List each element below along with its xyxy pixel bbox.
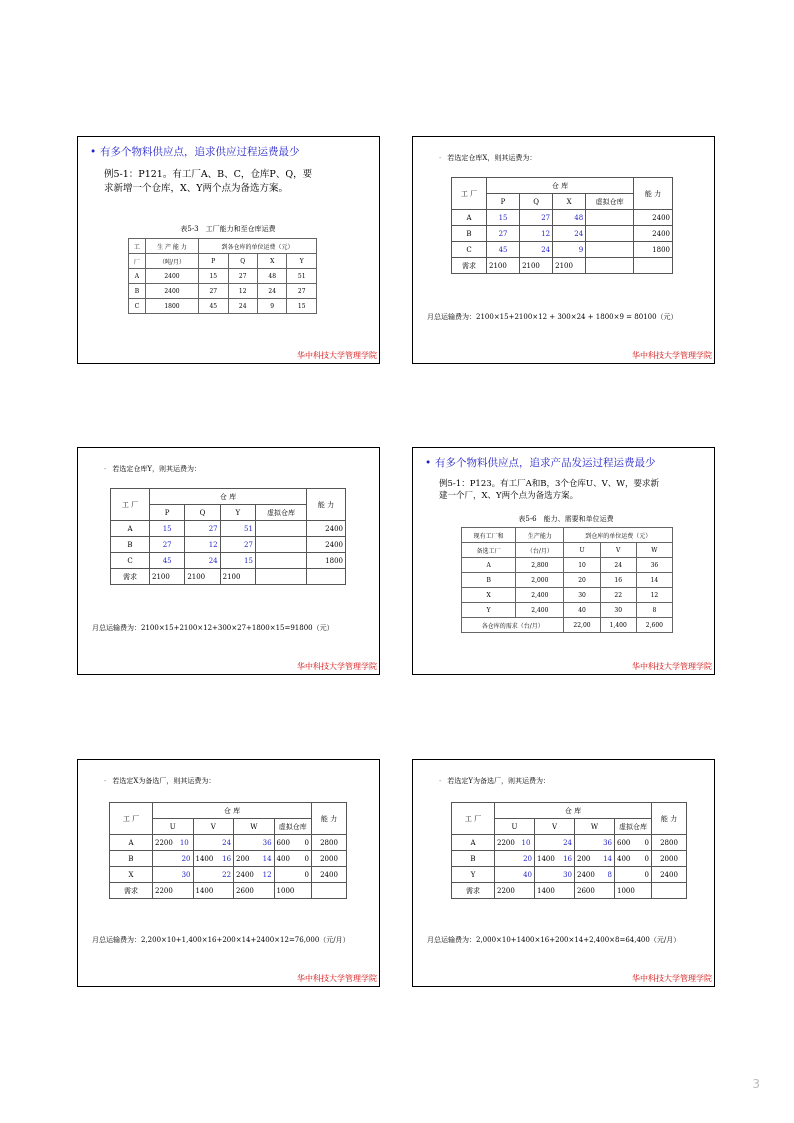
slide-footer: 华中科技大学管理学院 bbox=[632, 351, 712, 360]
slide-5-intro: - 若选定X为备选厂，则其运费为： bbox=[104, 777, 216, 785]
slide-1-title: • 有多个物料供应点，追求供应过程运费最少 bbox=[90, 146, 300, 158]
slide-3-formula: 月总运输费为：2100×15+2100×12+300×27+1800×15=91800（元） bbox=[92, 624, 334, 632]
slide-4 bbox=[412, 447, 715, 675]
slide-footer: 华中科技大学管理学院 bbox=[632, 662, 712, 671]
slide-footer: 华中科技大学管理学院 bbox=[632, 974, 712, 983]
page-number: 3 bbox=[752, 1077, 760, 1091]
slide-footer: 华中科技大学管理学院 bbox=[297, 351, 377, 360]
cost-table-plant-y: 工 厂 仓 库 能 力 U V W 虚拟仓库 A 2200 10 24 36 600 0 2800 B 20 1400 16 200 14 400 0 2000 Y 40 30 2400 8 0 2400 需求 2200 1400 2600 1000 bbox=[451, 802, 687, 899]
capacity-demand-table: 现有工厂和 生产能力 到仓库的单位运费（元） 备选工厂 （台/月） U V W A 2,800 10 24 36 B 2,000 20 16 14 X 2,400 30 22 12 Y 2,400 40 30 8 各仓库的需求（台/月） 22,00 1,400 2,600 bbox=[461, 527, 673, 633]
table-caption: 表5-3 工厂能力和至仓库运费 bbox=[180, 225, 276, 233]
slide-1 bbox=[77, 136, 380, 364]
slide-6-intro: - 若选定Y为备选厂，则其运费为： bbox=[439, 777, 550, 785]
slide-3 bbox=[77, 447, 380, 675]
cost-table-y: 工 厂 仓 库 能 力 P Q Y 虚拟仓库 A 15 27 51 2400 B 27 12 27 2400 C 45 24 15 1800 需求 2100 2100 2100 bbox=[110, 488, 346, 585]
slide-footer: 华中科技大学管理学院 bbox=[297, 662, 377, 671]
slide-footer: 华中科技大学管理学院 bbox=[297, 974, 377, 983]
cost-table-plant-x: 工 厂 仓 库 能 力 U V W 虚拟仓库 A 2200 10 24 36 600 0 2800 B 20 1400 16 200 14 400 0 2000 X 30 22 2400 12 0 2400 需求 2200 1400 2600 1000 bbox=[109, 802, 347, 899]
table-caption: 表5-6 能力、需要和单位运费 bbox=[518, 515, 614, 523]
slide-2-intro: - 若选定仓库X，则其运费为： bbox=[439, 154, 537, 162]
slide-4-text: 例5-1：P123。有工厂A和B，3个仓库U、V、W，要求新 建一个厂，X、Y两个点为备选方案。 bbox=[439, 479, 659, 501]
slide-4-title: • 有多个物料供应点，追求产品发运过程运费最少 bbox=[425, 457, 656, 469]
cost-table-x: 工 厂 仓 库 能 力 P Q X 虚拟仓库 A 15 27 48 2400 B 27 12 24 2400 C 45 24 9 1800 需求 2100 2100 2100 bbox=[451, 177, 673, 274]
slide-6-formula: 月总运输费为：2,000×10+1400×16+200×14+2,400×8=64,400（元/月） bbox=[427, 936, 681, 944]
slide-2-formula: 月总运输费为：2100×15+2100×12 + 300×24 + 1800×9 = 80100（元） bbox=[427, 313, 678, 321]
slide-1-text: 例5-1：P121。有工厂A、B、C，仓库P、Q，要 求新增一个仓库，X、Y两个点为备选方案。 bbox=[104, 169, 313, 194]
slide-2 bbox=[412, 136, 715, 364]
capacity-cost-table: 工 生 产 能 力 到各仓库的单位运费（元） 厂 （吨/月） P Q X Y A 2400 15 27 48 51 B 2400 27 12 24 27 C 1800 45 24 9 15 bbox=[128, 238, 317, 314]
slide-5-formula: 月总运输费为：2,200×10+1,400×16+200×14+2400×12=76,000（元/月） bbox=[92, 936, 350, 944]
slide-6 bbox=[412, 759, 715, 987]
slide-3-intro: - 若选定仓库Y，则其运费为： bbox=[104, 465, 201, 473]
slide-5 bbox=[77, 759, 380, 987]
